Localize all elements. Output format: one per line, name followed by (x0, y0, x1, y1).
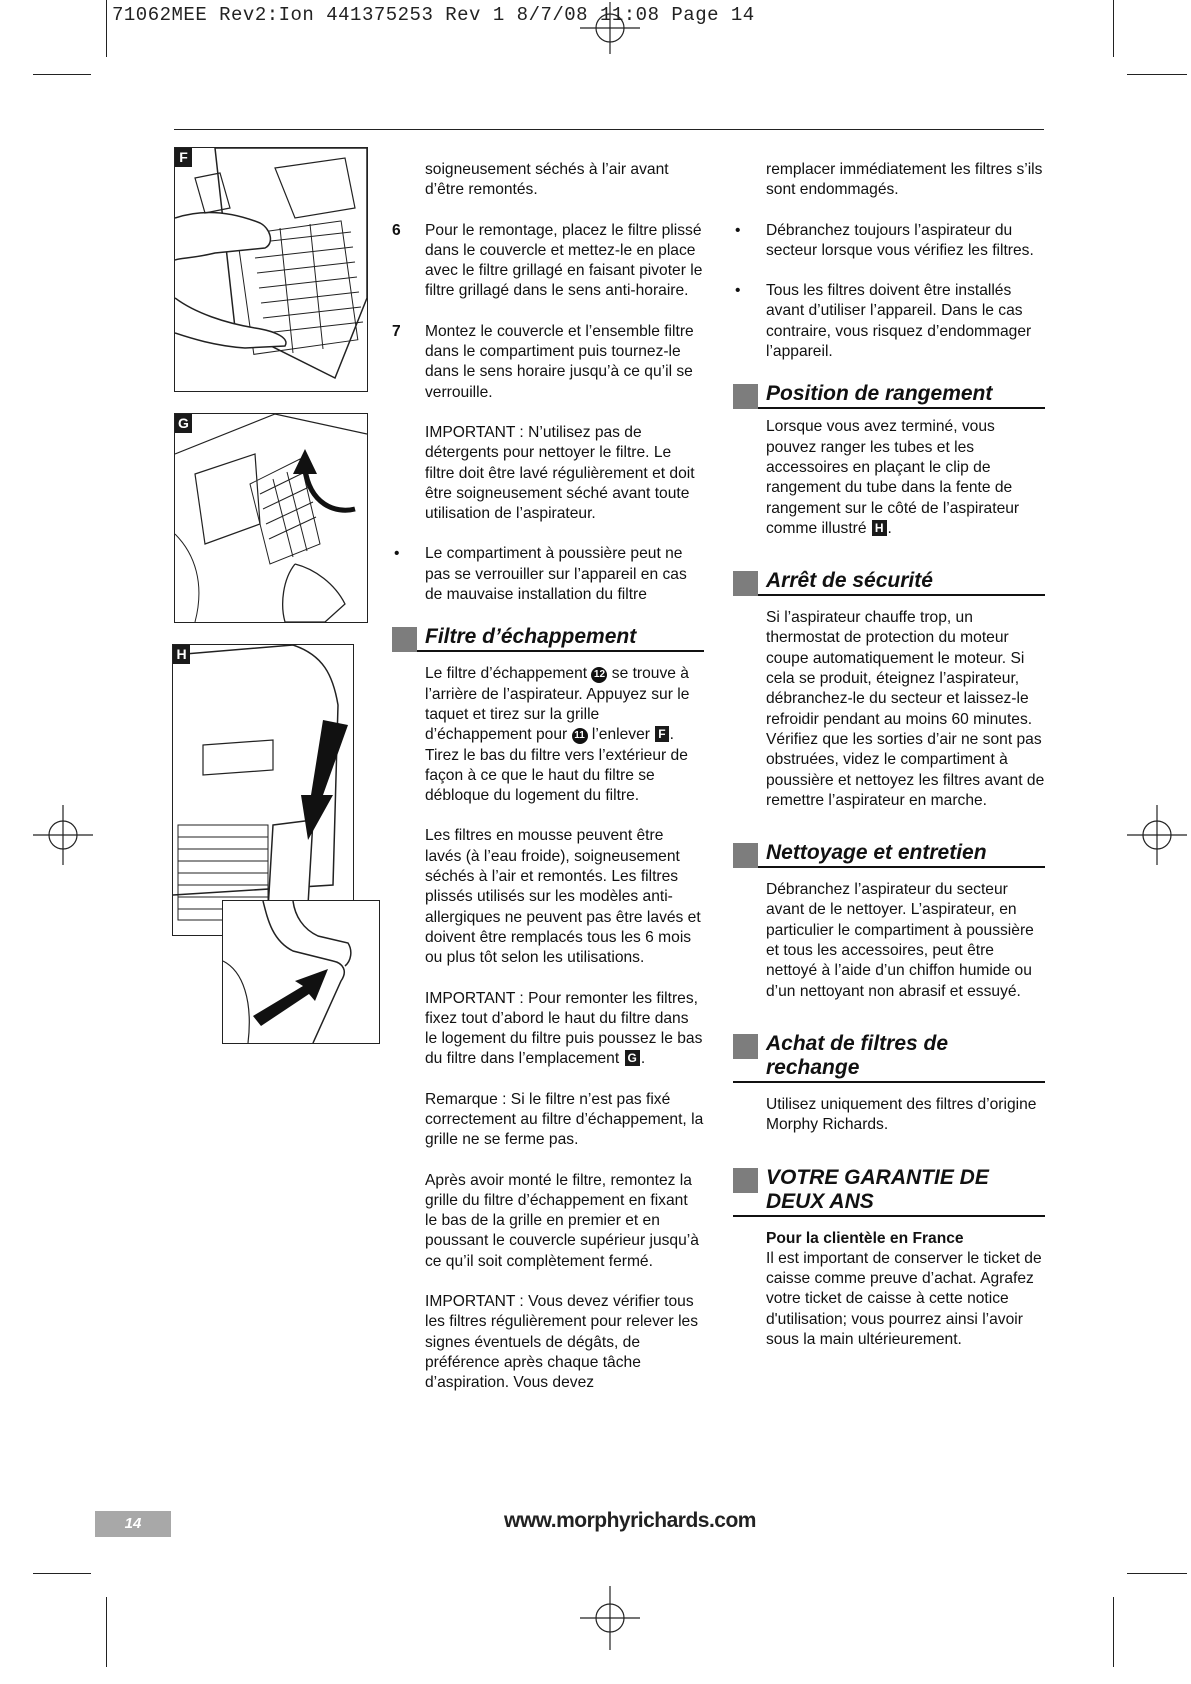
storage-text (766, 417, 1045, 539)
cleaning-text: Débranchez l’aspirateur du secteur avant de le nettoyer. L’aspirateur, en particulier le compartiment à poussière et tous les accessoires, peut être nettoyé à l’aide d’un chiffon humide ou d’un nettoyant non abrasif et essuyé. (766, 881, 1034, 1000)
figure-ref-f: F (655, 726, 668, 742)
step-6 (392, 221, 704, 302)
text-run: . Tirez le bas du filtre vers l’extérieur de façon à ce que le haut du filtre se débloque du logement du filtre. (425, 726, 688, 805)
right-column (733, 160, 1045, 1370)
heading-text: Arrêt de sécurité (766, 569, 933, 593)
text-run: IMPORTANT : Pour remonter les filtres, fixez tout d’abord le haut du filtre dans le logement du filtre puis poussez le bas du filtre dans l’emplacement (425, 989, 703, 1068)
step-marker: 6 (392, 221, 401, 239)
middle-column (392, 160, 704, 1394)
registration-mark-right (1127, 805, 1187, 865)
figure-ref-h: H (872, 520, 887, 536)
text-run: . (640, 1050, 646, 1068)
bullet-item (733, 281, 1045, 362)
heading-square-icon (733, 384, 758, 409)
bullet-text: Le compartiment à poussière peut ne pas se verrouiller sur l’appareil en cas de mauvaise installation du filtre (425, 545, 687, 604)
figure-g-label: G (175, 414, 192, 433)
text-run: . (887, 519, 892, 537)
crop-mark (106, 1597, 107, 1667)
warranty-text: Il est important de conserver le ticket de caisse comme preuve d’achat. Agrafez votre ticket de caisse à cette notice d'utilisation; vous pourrez ainsi l’avoir sous la main ultérieurement. (766, 1249, 1042, 1348)
figure-ref-g: G (625, 1050, 640, 1066)
figure-g (174, 413, 368, 623)
filter-insertion-illustration (175, 414, 367, 622)
bullet-text: Tous les filtres doivent être installés avant d’utiliser l’appareil. Dans le cas contraire, vous risquez d’endommager l’appareil. (766, 282, 1032, 361)
figure-h (172, 644, 354, 936)
figure-h-label: H (173, 645, 190, 664)
warranty-subheading: Pour la clientèle en France (766, 1229, 964, 1247)
crop-mark (106, 0, 107, 57)
tube-storage-illustration (173, 645, 353, 935)
exhaust-paragraph-1 (425, 664, 704, 806)
heading-text: Nettoyage et entretien (766, 841, 987, 865)
exhaust-grille-removal-illustration (175, 148, 367, 391)
heading-square-icon (733, 843, 758, 868)
registration-mark-bottom (580, 1586, 640, 1650)
cleaning-section (733, 841, 1045, 1002)
exhaust-paragraph-6: IMPORTANT : Vous devez vérifier tous les filtres régulièrement pour relever les signes éventuels de dégâts, de préférence après chaque tâche d’aspiration. Vous devez (425, 1293, 699, 1392)
crop-mark (33, 1573, 91, 1574)
exhaust-paragraph-2: Les filtres en mousse peuvent être lavés (à l’eau froide), soigneusement séchés à l’air et remontés. Les filtres plissés utilisés sur les modèles anti-allergiques ne peuvent pas être lavés et doivent être remplacés tous les 6 mois ou plus tôt selon les utilisations. (425, 827, 701, 967)
step-marker: 7 (392, 322, 401, 340)
crop-mark (1113, 1597, 1114, 1667)
print-slug: 71062MEE Rev2:Ion 441375253 Rev 1 8/7/08 11:08 Page 14 (112, 4, 755, 26)
registration-mark-top (580, 2, 640, 54)
heading-square-icon (392, 627, 417, 652)
heading-text: Achat de filtres de rechange (766, 1031, 949, 1079)
section-heading-storage (733, 382, 1045, 409)
heading-text: VOTRE GARANTIE DE DEUX ANS (766, 1165, 989, 1213)
bullet-marker: • (735, 221, 741, 239)
section-heading-cleaning (733, 841, 1045, 868)
intro-text: remplacer immédiatement les filtres s’ils sont endommagés. (766, 161, 1043, 199)
heading-square-icon (733, 1034, 758, 1059)
heading-square-icon (733, 1168, 758, 1193)
replacement-text: Utilisez uniquement des filtres d’origine Morphy Richards. (766, 1095, 1037, 1134)
figure-f (174, 147, 368, 392)
website-url: www.morphyrichards.com (504, 1509, 756, 1532)
important-note: IMPORTANT : N’utilisez pas de détergents pour nettoyer le filtre. Le filtre doit être lavé régulièrement et doit être soigneusement séché avant toute utilisation de l’aspirateur. (425, 423, 695, 523)
storage-section (733, 382, 1045, 539)
crop-mark (1127, 74, 1187, 75)
section-heading-replacement (733, 1032, 1045, 1083)
exhaust-paragraph-3 (425, 989, 704, 1070)
heading-square-icon (733, 571, 758, 596)
page-number: 14 (95, 1511, 171, 1537)
crop-mark (1113, 0, 1114, 57)
section-heading-exhaust (392, 625, 704, 652)
exhaust-filter-section (392, 625, 704, 1393)
text-run: l’enlever (591, 726, 650, 744)
intro-continuation (392, 160, 704, 201)
step-7 (392, 322, 704, 525)
exhaust-paragraph-5: Après avoir monté le filtre, remontez la grille du filtre d’échappement en fixant le bas de la grille en premier et en poussant le couvercle supérieur jusqu’à ce qu’il soit complètement fermé. (425, 1171, 699, 1270)
tube-clip-detail-illustration (223, 901, 379, 1043)
callout-number-11: 11 (572, 728, 588, 744)
heading-text: Position de rangement (766, 382, 993, 406)
registration-mark-left (33, 805, 93, 865)
text-run: Lorsque vous avez terminé, vous pouvez ranger les tubes et les accessoires en plaçant le clip de rangement du tube dans la fente de rangement sur le côté de l’aspirateur comme illustré (766, 418, 1020, 537)
step-text: Pour le remontage, placez le filtre plissé dans le couvercle et mettez-le en place avec le filtre grillagé en faisant pivoter le filtre grillagé dans le sens anti-horaire. (425, 221, 703, 300)
figure-h-inset (222, 900, 380, 1044)
intro-continuation (733, 160, 1045, 201)
heading-text: Filtre d’échappement (425, 625, 637, 649)
header-rule (174, 129, 1044, 130)
replacement-section (733, 1032, 1045, 1136)
section-heading-safety (733, 569, 1045, 596)
bullet-marker: • (735, 282, 741, 300)
text-run: Le filtre d’échappement (425, 665, 588, 683)
warranty-section (733, 1166, 1045, 1351)
text-run: se trouve à l’arrière de l’aspirateur. Appuyez sur le taquet et tirez sur la grille d’échappement pour (425, 665, 690, 744)
exhaust-paragraph-4: Remarque : Si le filtre n’est pas fixé correctement au filtre d’échappement, la grille ne se ferme pas. (425, 1090, 704, 1149)
section-heading-warranty (733, 1166, 1045, 1217)
bullet-item (392, 544, 704, 605)
safety-section (733, 569, 1045, 811)
safety-text: Si l’aspirateur chauffe trop, un thermostat de protection du moteur coupe automatiquement le moteur. Si cela se produit, éteignez l’aspirateur, débranchez-le du secteur et laissez-le refroidir pendant au moins 60 minutes. Vérifiez que les sorties d’air ne sont pas obstruées, videz le compartiment à poussière et nettoyez les filtres avant de remettre l’aspirateur en marche. (766, 609, 1045, 809)
callout-number-12: 12 (591, 667, 607, 683)
step-text: Montez le couvercle et l’ensemble filtre dans le compartiment puis tournez-le dans le sens horaire jusqu’à ce qu’il se verrouille. (425, 322, 694, 401)
bullet-text: Débranchez toujours l’aspirateur du secteur lorsque vous vérifiez les filtres. (766, 221, 1034, 259)
crop-mark (33, 74, 91, 75)
bullet-marker: • (394, 545, 400, 563)
crop-mark (1127, 1573, 1187, 1574)
figure-f-label: F (175, 148, 192, 167)
bullet-item (733, 221, 1045, 262)
intro-text: soigneusement séchés à l’air avant d’être remontés. (425, 161, 669, 199)
